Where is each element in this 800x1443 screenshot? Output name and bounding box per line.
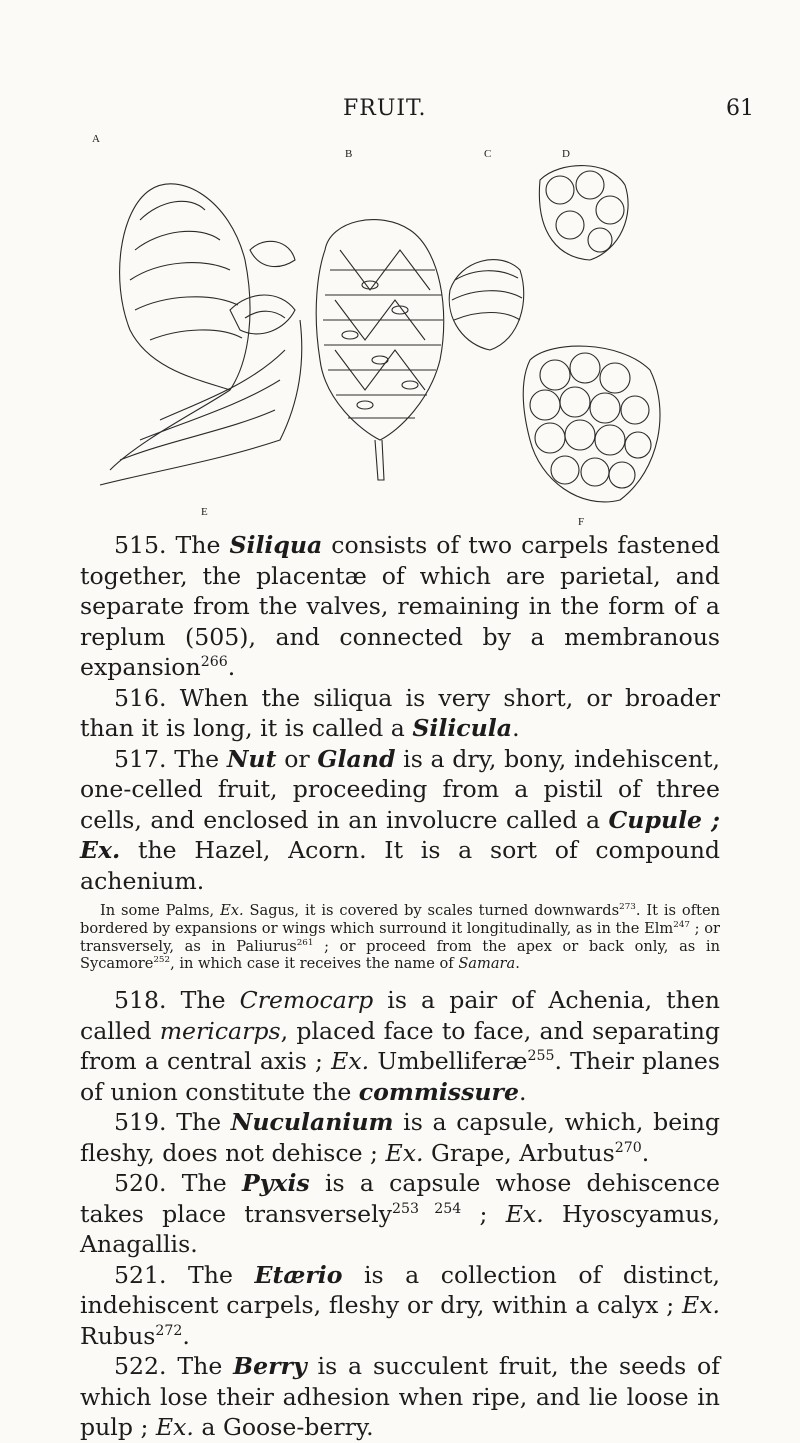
figure-label-c: C (484, 148, 492, 160)
illustration-a-e (100, 184, 302, 485)
fruit-engravings (80, 140, 700, 530)
note-517: In some Palms, Ex. Sagus, it is covered by scales turned downwards$^{273}$. It is often bordered by expansions or wings which surround it longitudinally, as in the Elm$^{247}$ ; or transversely, as in Paliurus$^{261}$ ; or proceed from the apex or back only, as in Sycamore$^{252}$, in which case it receives the name of Samara. (80, 902, 720, 973)
botanical-figure (80, 133, 700, 530)
figure-label-b: B (345, 148, 353, 160)
figure-label-e: E (201, 506, 208, 518)
paragraph-521: 521. The Etærio is a collection of distinct, indehiscent carpels, fleshy or dry, within a calyx ; Ex. Rubus$^{272}$. (80, 1260, 720, 1350)
figure-label-d: D (562, 148, 570, 160)
paragraph-515: 515. The Siliqua consists of two carpels fastened together, the placentæ of which are parietal, and separate from the valves, remaining in the form of a replum (505), and connected by a membranous expansion$^{266}$. (80, 531, 720, 681)
page-number: 61 (726, 96, 754, 121)
illustration-b (316, 220, 444, 480)
illustration-c-d (449, 166, 660, 502)
paragraph-519: 519. The Nuculanium is a capsule, which, being fleshy, does not dehisce ; Ex. Grape, Arbutus$^{270}$. (80, 1108, 720, 1167)
page-header (0, 96, 800, 126)
paragraph-522: 522. The Berry is a succulent fruit, the seeds of which lose their adhesion when ripe, and lie loose in pulp ; Ex. a Goose-berry. (80, 1352, 720, 1442)
figure-label-f: F (578, 516, 585, 528)
paragraph-516: 516. When the siliqua is very short, or broader than it is long, it is called a Silicula. (80, 683, 720, 742)
paragraph-520: 520. The Pyxis is a capsule whose dehiscence takes place transversely$^{253 254}$ ; Ex. Hyoscyamus, Anagallis. (80, 1169, 720, 1259)
running-title: FRUIT. (343, 96, 427, 121)
body-text (80, 530, 720, 1443)
paragraph-518: 518. The Cremocarp is a pair of Achenia, then called mericarps, placed face to face, and separating from a central axis ; Ex. Umbelliferæ$^{255}$. Their planes of union constitute the commissure. (80, 986, 720, 1106)
paragraph-517: 517. The Nut or Gland is a dry, bony, indehiscent, one-celled fruit, proceeding from a pistil of three cells, and enclosed in an involucre called a Cupule ; Ex. the Hazel, Acorn. It is a sort of compound achenium. (80, 744, 720, 895)
figure-label-a: A (92, 133, 100, 145)
